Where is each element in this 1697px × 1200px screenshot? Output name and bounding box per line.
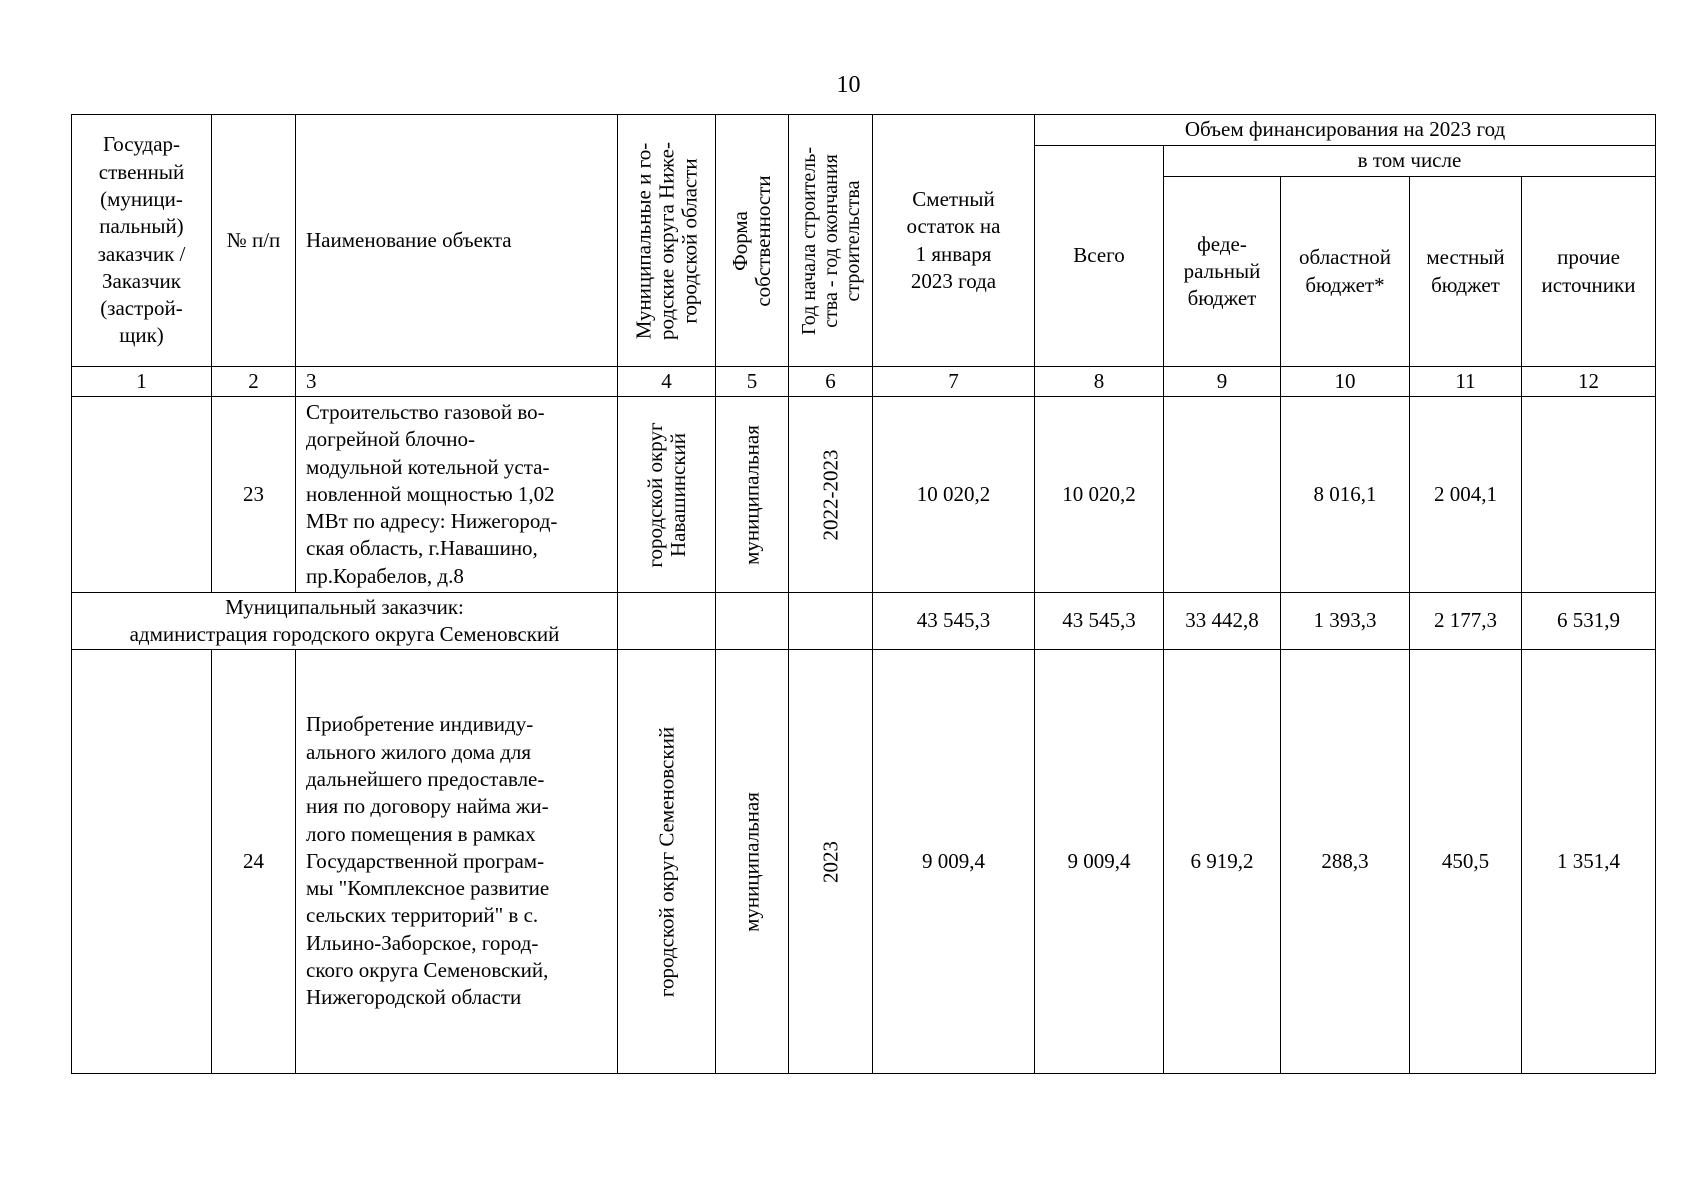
cell-ownership: [716, 397, 789, 593]
column-numbers-row: [72, 367, 1656, 397]
cell-group-local: 2 177,3: [1410, 593, 1522, 650]
table-row-group: [72, 593, 1656, 650]
header-districts: [618, 115, 716, 367]
cell-estimate: 10 020,2: [873, 397, 1035, 593]
header-financing: Объем финансирования на 2023 год: [1035, 115, 1656, 146]
header-object-name: Наименование объекта: [296, 115, 618, 367]
col-num-8: 8: [1035, 367, 1164, 397]
cell-group-district: [618, 593, 716, 650]
cell-group-regional: 1 393,3: [1281, 593, 1410, 650]
header-customer-text: Государ- ственный (муници- пальный) заказчик / Заказчик (застрой- щик): [97, 132, 186, 348]
financing-table: [71, 114, 1656, 1074]
col-num-12: 12: [1522, 367, 1656, 397]
header-ownership-text: Форма собственности: [727, 174, 775, 307]
header-districts-text: Муниципальные и го- родские округа Ниже- городской области: [630, 141, 702, 340]
cell-group-federal: 33 442,8: [1164, 593, 1281, 650]
cell-years: [789, 650, 873, 1074]
ownership-text: муниципальная: [739, 791, 764, 932]
header-ownership: [716, 115, 789, 367]
header-estimate: [873, 115, 1035, 367]
table-row-24: [72, 650, 1656, 1074]
cell-district: [618, 650, 716, 1074]
district-text: городской округ Навашинский: [642, 421, 690, 568]
header-local: [1410, 177, 1522, 367]
cell-other: [1522, 397, 1656, 593]
cell-group-ownership: [716, 593, 789, 650]
col-num-9: 9: [1164, 367, 1281, 397]
cell-customer: [72, 650, 212, 1074]
cell-group-total: 43 545,3: [1035, 593, 1164, 650]
cell-group-years: [789, 593, 873, 650]
cell-district: [618, 397, 716, 593]
cell-regional: 288,3: [1281, 650, 1410, 1074]
cell-customer: [72, 397, 212, 593]
group-label-text: Муниципальный заказчик: администрация городского округа Семеновский: [129, 594, 560, 646]
cell-local: 450,5: [1410, 650, 1522, 1074]
cell-ownership: [716, 650, 789, 1074]
cell-group-estimate: 43 545,3: [873, 593, 1035, 650]
cell-federal: [1164, 397, 1281, 593]
header-other-text: прочие источники: [1541, 245, 1636, 297]
header-other: [1522, 177, 1656, 367]
cell-object-name: [296, 650, 618, 1074]
header-customer: [72, 115, 212, 367]
header-total: Всего: [1035, 146, 1164, 367]
header-estimate-text: Сметный остаток на 1 января 2023 года: [906, 186, 1001, 293]
col-num-7: 7: [873, 367, 1035, 397]
col-num-5: 5: [716, 367, 789, 397]
col-num-4: 4: [618, 367, 716, 397]
years-text: 2022-2023: [817, 449, 842, 540]
cell-group-other: 6 531,9: [1522, 593, 1656, 650]
district-text: городской округ Семеновский: [653, 726, 678, 997]
cell-group-label: [72, 593, 618, 650]
header-local-text: местный бюджет: [1426, 245, 1505, 297]
cell-num: 23: [212, 397, 296, 593]
cell-years: [789, 397, 873, 593]
cell-federal: 6 919,2: [1164, 650, 1281, 1074]
years-text: 2023: [817, 840, 842, 883]
header-regional: [1281, 177, 1410, 367]
header-federal: [1164, 177, 1281, 367]
header-num: № п/п: [212, 115, 296, 367]
page-number: 10: [836, 72, 861, 98]
header-federal-text: феде- ральный бюджет: [1183, 231, 1261, 311]
cell-local: 2 004,1: [1410, 397, 1522, 593]
cell-regional: 8 016,1: [1281, 397, 1410, 593]
header-regional-text: областной бюджет*: [1299, 245, 1391, 297]
ownership-text: муниципальная: [739, 424, 764, 565]
col-num-1: 1: [72, 367, 212, 397]
cell-num: 24: [212, 650, 296, 1074]
col-num-3: 3: [296, 367, 618, 397]
cell-total: 10 020,2: [1035, 397, 1164, 593]
header-including: в том числе: [1164, 146, 1656, 177]
header-years-text: Год начала строитель- ства - год окончания строительства: [797, 146, 864, 335]
cell-object-name: [296, 397, 618, 593]
header-years: [789, 115, 873, 367]
col-num-10: 10: [1281, 367, 1410, 397]
cell-estimate: 9 009,4: [873, 650, 1035, 1074]
cell-other: 1 351,4: [1522, 650, 1656, 1074]
col-num-2: 2: [212, 367, 296, 397]
object-name-text: Приобретение индивиду- ального жилого дома для дальнейшего предоставле- ния по договору найма жи- лого помещения в рамках Государственной програм- мы "Комплексное развитие сельских территорий" в с. Ильино-Заборское, город- ского округа Семеновский, Нижегородской области: [306, 712, 550, 1010]
col-num-11: 11: [1410, 367, 1522, 397]
object-name-text: Строительство газовой во- догрейной блочно- модульной котельной уста- новленной мощностью 1,02 МВт по адресу: Нижегород- ская область, г.Навашино, пр.Корабелов, д.8: [306, 399, 558, 588]
table-row-23: [72, 397, 1656, 593]
col-num-6: 6: [789, 367, 873, 397]
cell-total: 9 009,4: [1035, 650, 1164, 1074]
